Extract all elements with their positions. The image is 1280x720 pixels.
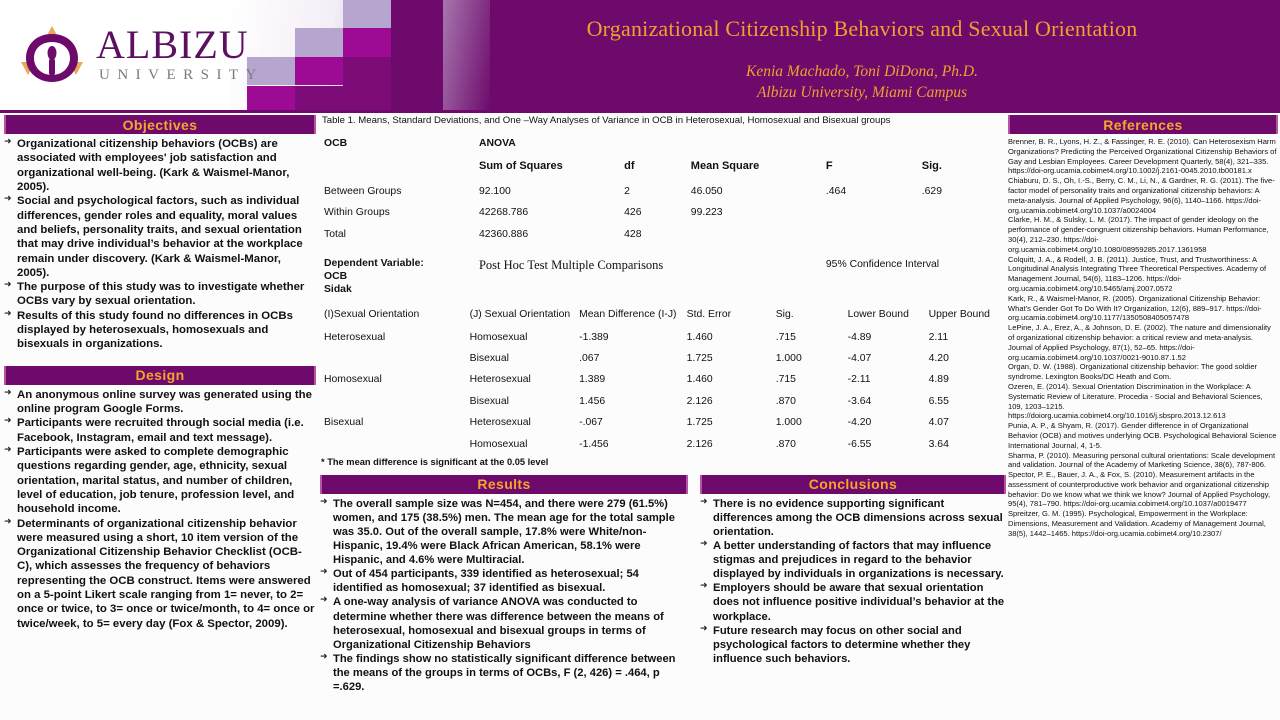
cell: [918, 224, 1004, 245]
cell: [320, 433, 466, 454]
cell: [687, 224, 822, 245]
list-item: ➜ Participants were asked to complete demographic questions regarding gender, age, ethnicity, sexual orientation, marital status, and number of children, level of education, job tenure, profession level, and household income.: [4, 445, 316, 517]
cell: -4.07: [847, 353, 872, 365]
list-item: ➜ Out of 454 participants, 339 identified as heterosexual; 54 identified as homosexual; 37 identified as bisexual.: [320, 567, 688, 595]
albizu-emblem-icon: [18, 20, 86, 88]
conclusions-section: [700, 475, 1006, 695]
cell: Between Groups: [324, 186, 402, 198]
cell: 1.000: [775, 417, 802, 429]
design-title: Design: [135, 367, 185, 384]
results-title: Results: [477, 476, 531, 493]
table-header-row: [320, 155, 1004, 181]
decorative-square-6: [343, 28, 391, 57]
section-header-objectives: [4, 115, 316, 134]
objectives-title: Objectives: [122, 116, 198, 133]
table-header-row: [320, 303, 1004, 326]
albizu-logo-mark: [18, 20, 86, 88]
reference-entry: Sharma, P. (2010). Measuring personal cultural orientations: Scale development and validation. Journal of the Academy of Marketing Science, 38(6), 787-806.: [1008, 450, 1276, 470]
list-item: ➜ Social and psychological factors, such as individual differences, gender roles and equality, moral values and beliefs, personality traits, and sexual orientation that may drive individual’s behavior at the workplace remain under discovery. (Kark & Waismel-Manor, 2005).: [4, 194, 316, 280]
cell: -3.64: [847, 395, 872, 407]
col-header: Sum of Squares: [478, 159, 563, 172]
col-header: df: [624, 159, 635, 172]
table-row-anova-label: [320, 133, 1004, 154]
col-header: Mean Square: [690, 159, 760, 172]
reference-entry: Colquitt, J. A., & Rodell, J. B. (2011). Justice, Trust, and Trustworthiness: A Longitudinal Analysis Integrating Three Theoretical Perspectives. Academy of Management Journal, 54(6), 1183–1206. https://doi-org.ucamia.cobimet4.org/10.5465/amj.2007.0572: [1008, 254, 1267, 293]
table-row: [320, 412, 1004, 433]
section-header-references: [1008, 115, 1278, 134]
cell: 46.050: [690, 186, 723, 198]
reference-entry: Kark, R., & Waismel-Manor, R. (2005). Organizational Citizenship Behavior: What’s Gender Got To Do With It? Organization, 12(6), 889–917. https://doi-org.ucamia.cobimet4.org/10.1177/1350508405057478: [1008, 293, 1262, 323]
list-item: ➜ Results of this study found no differences in OCBs displayed by heterosexuals, homosexuals and bisexuals in organizations.: [4, 309, 316, 352]
cell: 6.55: [928, 395, 949, 407]
cell: Total: [324, 228, 346, 240]
cell: Heterosexual: [324, 331, 386, 343]
results-list: [320, 497, 688, 695]
objectives-list: [4, 137, 316, 352]
cell: Bisexual: [469, 353, 509, 365]
reference-entry: Chiaburu, D. S., Oh, I.-S., Berry, C. M., Li, N., & Gardner, R. G. (2011). The five-factor model of personality traits and organizational citizenship behaviors: A meta-analysis. Journal of Applied Psychology, 96(6), 1140–1166. https://doi-org.ucamia.cobimet4.org/10.1037/a0024004: [1008, 176, 1275, 215]
cell: 1.460: [686, 374, 713, 386]
cell: Homosexual: [469, 438, 528, 450]
middle-column: [320, 115, 1006, 694]
reference-entry: Spreitzer, G. M. (1995). Psychological, Empowerment in the Workplace: Dimensions, Measurement and Validation. Academy of Management Journal, 38(5), 1442–1465. https://doi-org.ucamia.cobimet4.org/10.2307/: [1008, 509, 1266, 538]
reference-entry: Organ, D. W. (1988). Organizational citizenship behavior: The good soldier syndrome. Lexington Books/DC Heath and Com.: [1008, 362, 1258, 382]
reference-entry: Ozeren, E. (2014). Sexual Orientation Discrimination in the Workplace: A Systematic Review of Literature. Procedia - Social and Behavioral Sciences, 109, 1203–1215. https://doiorg.ucamia.cobimet4.org/10.1016/j.sbspro.2013.12.613: [1008, 381, 1263, 421]
author-affiliation: Albizu University, Miami Campus: [756, 83, 968, 101]
col-header: Lower Bound: [847, 308, 909, 320]
albizu-logo: [18, 20, 264, 88]
cell: 1.000: [775, 353, 802, 365]
middle-bottom-row: [320, 475, 1006, 695]
section-header-results: [320, 475, 688, 494]
table-caption: Table 1. Means, Standard Deviations, and One –Way Analyses of Variance in OCB in Heterosexual, Homosexual and Bisexual groups: [322, 115, 891, 126]
cell: .464: [825, 186, 847, 198]
cell: Heterosexual: [469, 417, 531, 429]
poster-title: Organizational Citizenship Behaviors and Sexual Orientation: [586, 16, 1138, 41]
cell: .715: [775, 374, 796, 386]
table-row: [320, 433, 1004, 454]
cell: [918, 202, 1004, 223]
cell: 4.20: [928, 353, 949, 365]
cell: 42360.886: [478, 228, 529, 240]
cell: [822, 224, 918, 245]
section-header-design: [4, 366, 316, 385]
cell: 2.11: [928, 331, 949, 343]
decorative-square-2: [247, 86, 295, 113]
dependent-variable-block: [320, 253, 475, 301]
reference-entry: Clarke, H. M., & Sulsky, L. M. (2017). The impact of gender ideology on the performance of gender-congruent citizenship behaviors. Human Performance, 30(4), 212–230. https://doi-org.ucamia.cobimet4.org/10.1080/08959285.2017.1361958: [1008, 215, 1269, 254]
reference-entry: Spector, P. E., Bauer, J. A., & Fox, S. (2010). Measurement artifacts in the assessment of counterproductive work behavior and organizational citizenship behavior: Do we know what we think we know? Journal of Applied Psychology, 95(4), 781–790. https://doi-org.ucamia.cobimet4.org/10.1037/a0019477: [1008, 470, 1271, 509]
posthoc-title: Post Hoc Test Multiple Comparisons: [478, 258, 664, 273]
cell: Homosexual: [469, 331, 528, 343]
cell: 4.07: [928, 417, 949, 429]
cell: 2.126: [686, 395, 713, 407]
list-item: ➜ Determinants of organizational citizenship behavior were measured using a short, 10 item version of the Organizational Citizenship Behavior Checklist (OCB-C), which assesses the frequency of behaviors representing the OCB construct. Items were answered on a 5-point Likert scale ranging from 1= never, to 2= once or twice, to 3= once or twice/month, to 4= once or twice/week, to 5= every day (Fox & Spector, 2009).: [4, 517, 316, 632]
cell: -4.20: [847, 417, 872, 429]
col-header: F: [825, 159, 833, 172]
cell: [320, 348, 466, 369]
col-header: (J) Sexual Orientation: [469, 308, 571, 320]
cell: 3.64: [928, 438, 949, 450]
cell: -1.456: [579, 438, 609, 450]
cell: Bisexual: [324, 417, 364, 429]
cell: 99.223: [690, 207, 723, 219]
logo-subtitle: UNIVERSITY: [99, 67, 264, 83]
cell: 428: [624, 228, 642, 240]
anova-heading: ANOVA: [478, 138, 516, 150]
cell: -6.55: [847, 438, 872, 450]
cell: -.067: [579, 417, 603, 429]
table-row: [320, 202, 1004, 223]
col-header: Std. Error: [686, 308, 732, 320]
cell: 4.89: [928, 374, 949, 386]
cell: 1.456: [579, 395, 606, 407]
table-footnote: * The mean difference is significant at the 0.05 level: [321, 456, 549, 467]
cell: Heterosexual: [469, 374, 531, 386]
cell: 1.725: [686, 417, 713, 429]
list-item: ➜ A better understanding of factors that may influence stigmas and prejudices in regard to the behavior displayed by individuals in organizations is necessary.: [700, 539, 1006, 581]
col-header: (I)Sexual Orientation: [324, 308, 420, 320]
cell: .629: [921, 186, 942, 198]
cell: 1.460: [686, 331, 713, 343]
list-item: ➜ A one-way analysis of variance ANOVA was conducted to determine whether there was difference between the means of heterosexual, homosexual and bisexual groups in terms of Organizational Citizenship Behaviors: [320, 595, 688, 651]
table-row: [320, 369, 1004, 390]
reference-entry: LePine, J. A., Erez, A., & Johnson, D. E. (2002). The nature and dimensionality of organizational citizenship behavior: a critical review and meta-analysis. Journal of Applied Psychology, 87(1), 52–65. https://doi-org.ucamia.cobimet4.org/10.1037/0021-9010.87.1.52: [1008, 323, 1271, 362]
dependent-variable-value: OCB: [324, 270, 348, 282]
list-item: ➜ An anonymous online survey was generated using the online program Google Forms.: [4, 388, 316, 417]
cell: [822, 202, 918, 223]
col-header: Mean Difference (I-J): [579, 308, 677, 320]
decorative-square-9: [391, 0, 443, 113]
list-item: ➜ Participants were recruited through social media (i.e. Facebook, Instagram, email and text message).: [4, 416, 316, 445]
cell: Homosexual: [324, 374, 382, 386]
col-header: [320, 155, 475, 181]
cell: 2: [624, 186, 630, 198]
decorative-square-5: [343, 0, 391, 28]
list-item: ➜ Future research may focus on other social and psychological factors to determine whether they influence such behaviors.: [700, 624, 1006, 666]
list-item: ➜ Employers should be aware that sexual orientation does not influence positive individual’s behavior at the workplace.: [700, 581, 1006, 623]
anova-row-label: OCB: [324, 138, 348, 150]
cell: Within Groups: [324, 207, 390, 219]
cell: [320, 391, 466, 412]
table-row-posthoc-title: [320, 253, 1004, 301]
cell: 2.126: [686, 438, 713, 450]
author-names: Kenia Machado, Toni DiDona, Ph.D.: [746, 63, 978, 80]
cell: .870: [775, 395, 796, 407]
confidence-interval-label: 95% Confidence Interval: [825, 259, 940, 271]
poster-body: [0, 113, 1280, 720]
design-list: [4, 388, 316, 631]
table-row: [320, 348, 1004, 369]
posthoc-table: [320, 303, 1004, 454]
col-header: Sig.: [921, 159, 942, 172]
anova-table: [320, 133, 1004, 301]
table-row: [320, 391, 1004, 412]
cell: 1.725: [686, 353, 713, 365]
poster-authors: [452, 62, 1272, 104]
cell: .870: [775, 438, 796, 450]
cell: 92.100: [478, 186, 511, 198]
cell: 42268.786: [478, 207, 529, 219]
cell: -1.389: [579, 331, 609, 343]
list-item: ➜ The purpose of this study was to investigate whether OCBs vary by sexual orientation.: [4, 280, 316, 309]
decorative-square-4: [295, 57, 343, 85]
logo-wordmark: ALBIZU: [96, 22, 249, 67]
poster-header: [0, 0, 1280, 113]
dependent-variable-label: Dependent Variable:: [324, 258, 424, 270]
cell: Bisexual: [469, 395, 509, 407]
list-item: ➜ The findings show no statistically significant difference between the means of the groups in terms of OCBs, F (2, 426) = .464, p =.629.: [320, 652, 688, 694]
results-section: [320, 475, 688, 695]
table-row: [320, 181, 1004, 202]
conclusions-list: [700, 497, 1006, 666]
cell: .715: [775, 331, 796, 343]
list-item: ➜ Organizational citizenship behaviors (OCBs) are associated with employees' job satisfaction and organizational well-being. (Kark & Waismel-Manor, 2005).: [4, 137, 316, 194]
decorative-square-3: [295, 28, 343, 57]
table-row: [320, 224, 1004, 245]
conclusions-title: Conclusions: [808, 476, 898, 493]
posthoc-correction: Sidak: [324, 283, 352, 295]
references-list: [1008, 137, 1278, 539]
cell: -4.89: [847, 331, 872, 343]
list-item: ➜ The overall sample size was N=454, and there were 279 (61.5%) women, and 175 (38.5%) men. The mean age for the total sample was 35.0. Out of the overall sample, 17.8% were White/non-Hispanic, 19.4% were Black African American, 58.1% were Hispanic, and 4.6% were Multiracial.: [320, 497, 688, 568]
cell: 1.389: [579, 374, 606, 386]
right-column: [1008, 115, 1278, 539]
column-spacer: [4, 352, 316, 366]
col-header: Upper Bound: [928, 308, 990, 320]
decorative-square-7: [295, 86, 391, 113]
references-title: References: [1103, 116, 1183, 133]
reference-entry: Punia, A. P., & Shyam, R. (2017). Gender difference in of Organizational Behavior (OCB) and motives underlying OCB. Psychological Behavioral Science International Journal, 4, 1-5.: [1008, 421, 1277, 450]
left-column: [4, 115, 316, 631]
section-header-conclusions: [700, 475, 1006, 494]
col-header: Sig.: [775, 308, 794, 320]
decorative-square-8: [343, 57, 391, 86]
table-gap-row: [320, 245, 1004, 253]
list-item: ➜ There is no evidence supporting significant differences among the OCB dimensions across sexual orientation.: [700, 497, 1006, 539]
cell: 426: [624, 207, 642, 219]
cell: -2.11: [847, 374, 871, 386]
reference-entry: Brenner, B. R., Lyons, H. Z., & Fassinger, R. E. (2010). Can Heterosexism Harm Organizations? Predicting the Perceived Organizational Citizenship Behaviors of Gay and Lesbian Employees. Career Development Quarterly, 58(4), 321–335. https://doi-org.ucamia.cobimet4.org/10.1002/j.2161-0045.2010.tb00181.x: [1008, 137, 1277, 176]
cell: .067: [579, 353, 600, 365]
table-row: [320, 326, 1004, 347]
